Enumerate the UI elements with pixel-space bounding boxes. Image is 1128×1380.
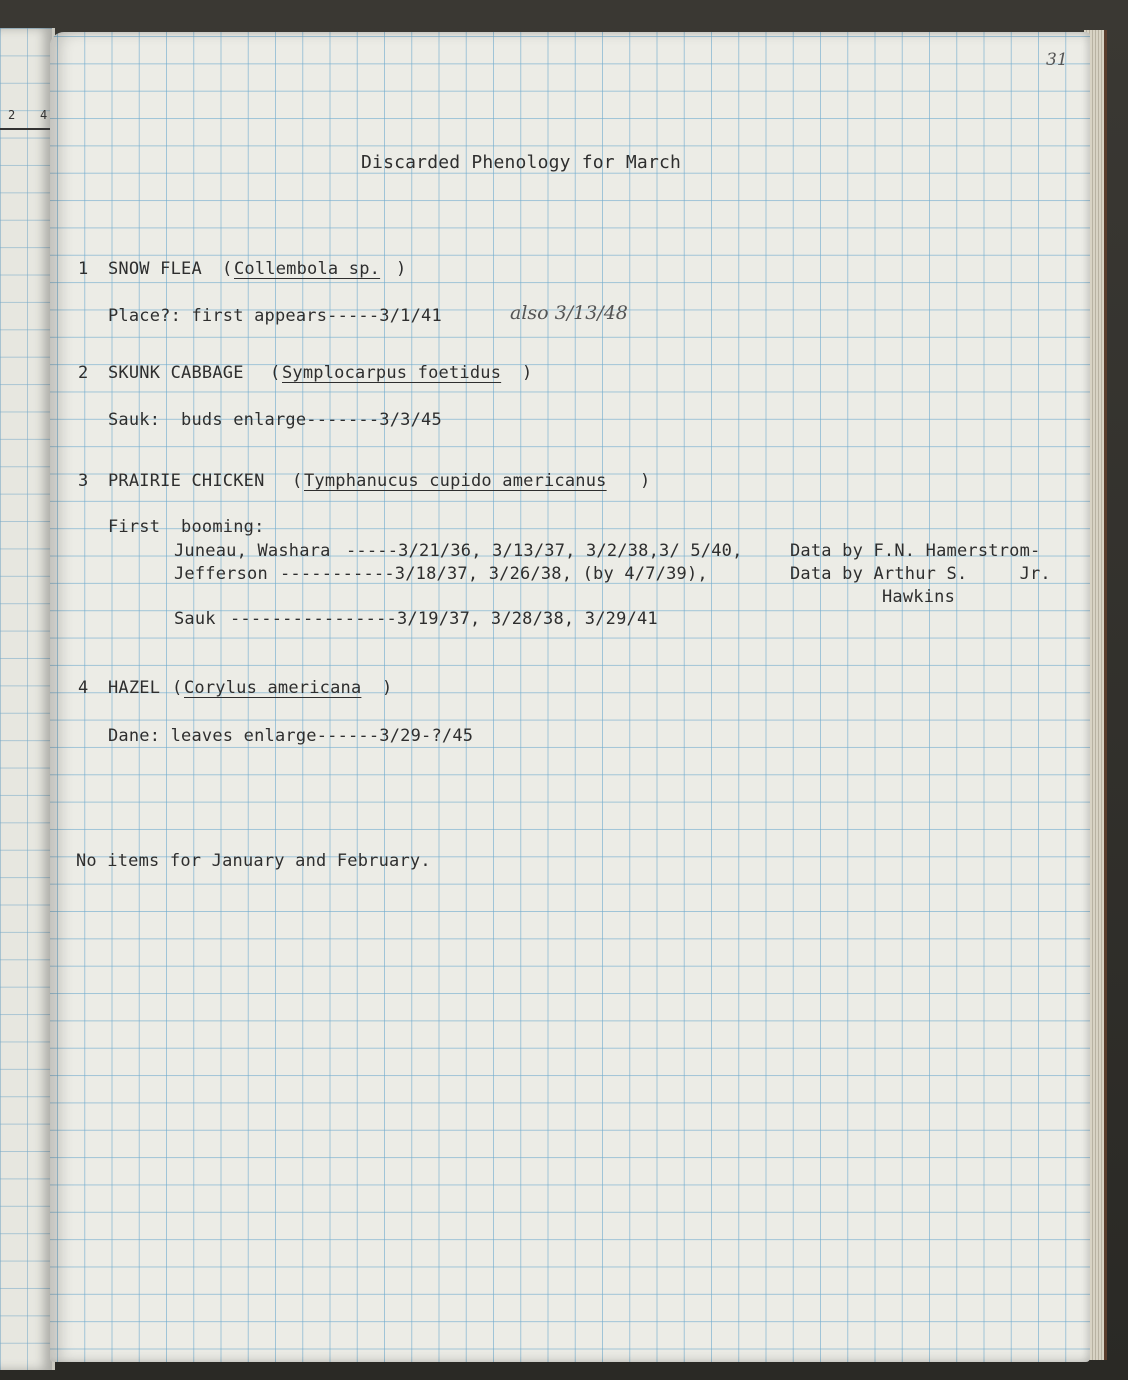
row-dates: ----------------3/19/37, 3/28/38, 3/29/41 bbox=[230, 609, 658, 629]
left-page-mark: 4 bbox=[40, 108, 48, 122]
footer-note: No items for January and February. bbox=[76, 851, 431, 871]
entry-paren-close: ) bbox=[640, 471, 651, 491]
row-dates: -----3/21/36, 3/13/37, 3/2/38,3/ 5/40, bbox=[346, 541, 743, 561]
handwritten-note: also 3/13/48 bbox=[510, 302, 628, 324]
entry-species: Tymphanucus cupido americanus bbox=[304, 471, 607, 491]
row-source: Data by Arthur S. Jr. bbox=[790, 564, 1051, 584]
entry-paren-open: ( bbox=[292, 471, 303, 491]
entry-name: SKUNK CABBAGE bbox=[108, 363, 244, 383]
page-number: 31 bbox=[1046, 50, 1068, 70]
entry-species: Corylus americana bbox=[184, 678, 362, 698]
entry-name: PRAIRIE CHICKEN bbox=[108, 471, 265, 491]
left-page-mark: 2 bbox=[8, 108, 16, 122]
entry-paren-close: ) bbox=[382, 678, 393, 698]
entry-number: 4 bbox=[78, 678, 89, 698]
entry-subheading: First booming: bbox=[108, 517, 265, 537]
entry-species: Symplocarpus foetidus bbox=[282, 363, 502, 383]
entry-species: Collembola sp. bbox=[234, 259, 381, 279]
row-place: Sauk bbox=[174, 609, 216, 629]
entry-paren-open: ( bbox=[222, 259, 233, 279]
facing-page-edge bbox=[0, 28, 55, 1370]
entry-number: 2 bbox=[78, 363, 89, 383]
entry-line: Place?: first appears-----3/1/41 bbox=[108, 306, 442, 326]
entry-paren-open: ( bbox=[270, 363, 281, 383]
entry-line: Sauk: buds enlarge-------3/3/45 bbox=[108, 410, 442, 430]
row-place: Juneau, Washara bbox=[174, 541, 331, 561]
entry-line: Dane: leaves enlarge------3/29-?/45 bbox=[108, 726, 474, 746]
entry-name: HAZEL bbox=[108, 678, 161, 698]
left-page-rule bbox=[0, 128, 52, 130]
row-source-cont: Hawkins bbox=[882, 587, 956, 607]
entry-paren-open: ( bbox=[172, 678, 183, 698]
entry-number: 1 bbox=[78, 259, 89, 279]
entry-number: 3 bbox=[78, 471, 89, 491]
entry-paren-close: ) bbox=[396, 259, 407, 279]
entry-paren-close: ) bbox=[522, 363, 533, 383]
row-source: Data by F.N. Hamerstrom- bbox=[790, 541, 1041, 561]
page-title: Discarded Phenology for March bbox=[361, 152, 682, 173]
row-place: Jefferson bbox=[174, 564, 268, 584]
entry-name: SNOW FLEA bbox=[108, 259, 202, 279]
row-dates: -----------3/18/37, 3/26/38, (by 4/7/39), bbox=[280, 564, 708, 584]
